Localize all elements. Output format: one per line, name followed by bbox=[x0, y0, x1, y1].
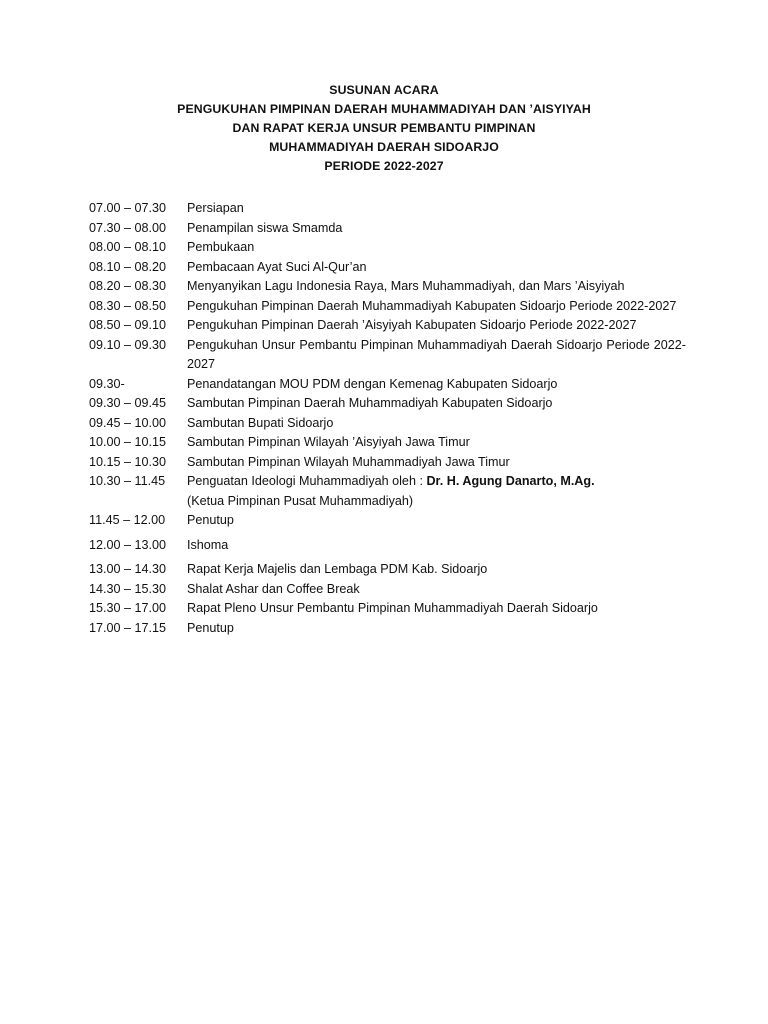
schedule-activity: Rapat Pleno Unsur Pembantu Pimpinan Muhammadiyah Daerah Sidoarjo bbox=[187, 601, 598, 615]
schedule-row bbox=[89, 199, 686, 219]
schedule-time: 14.30 – 15.30 bbox=[89, 581, 167, 596]
schedule-activity: Penutup bbox=[187, 513, 234, 527]
schedule-row bbox=[89, 258, 686, 278]
activity-text: Penguatan Ideologi Muhammadiyah oleh : bbox=[187, 474, 427, 488]
header-title: SUSUNAN ACARA bbox=[329, 83, 439, 97]
schedule-list bbox=[89, 199, 686, 638]
schedule-row bbox=[89, 511, 686, 531]
schedule-activity: Sambutan Pimpinan Wilayah ’Aisyiyah Jawa Timur bbox=[187, 435, 470, 449]
schedule-activity: Rapat Kerja Majelis dan Lembaga PDM Kab. Sidoarjo bbox=[187, 562, 488, 576]
schedule-time: 13.00 – 14.30 bbox=[89, 562, 167, 576]
header-subtitle: MUHAMMADIYAH DAERAH SIDOARJO bbox=[269, 140, 499, 154]
schedule-row bbox=[89, 536, 686, 556]
schedule-row bbox=[89, 277, 686, 297]
schedule-activity: Sambutan Pimpinan Wilayah Muhammadiyah Jawa Timur bbox=[187, 454, 510, 469]
schedule-row bbox=[89, 433, 686, 453]
schedule-time: 08.20 – 08.30 bbox=[89, 279, 167, 293]
schedule-time: 08.00 – 08.10 bbox=[89, 240, 167, 254]
schedule-time: 07.30 – 08.00 bbox=[89, 220, 167, 235]
schedule-row bbox=[89, 238, 686, 258]
schedule-activity: Sambutan Bupati Sidoarjo bbox=[187, 415, 334, 430]
schedule-time: 10.00 – 10.15 bbox=[89, 435, 167, 449]
schedule-activity: Shalat Ashar dan Coffee Break bbox=[187, 581, 360, 596]
schedule-row bbox=[89, 599, 686, 619]
schedule-activity: Sambutan Pimpinan Daerah Muhammadiyah Kabupaten Sidoarjo bbox=[187, 396, 553, 410]
schedule-activity: Pembacaan Ayat Suci Al-Qur’an bbox=[187, 259, 367, 274]
schedule-activity: Ishoma bbox=[187, 537, 229, 552]
schedule-activity: Pengukuhan Unsur Pembantu Pimpinan Muhammadiyah Daerah Sidoarjo Periode 2022-2027 bbox=[187, 337, 686, 371]
schedule-activity: Penampilan siswa Smamda bbox=[187, 220, 343, 235]
schedule-time: 09.10 – 09.30 bbox=[89, 337, 167, 352]
schedule-activity: Penandatangan MOU PDM dengan Kemenag Kabupaten Sidoarjo bbox=[187, 376, 558, 391]
schedule-time: 12.00 – 13.00 bbox=[89, 537, 167, 552]
schedule-activity: Pengukuhan Pimpinan Daerah Muhammadiyah Kabupaten Sidoarjo Periode 2022-2027 bbox=[187, 298, 677, 313]
schedule-time: 10.15 – 10.30 bbox=[89, 454, 167, 469]
schedule-time: 08.30 – 08.50 bbox=[89, 298, 167, 313]
schedule-row bbox=[89, 414, 686, 434]
schedule-row bbox=[89, 619, 686, 639]
schedule-activity: Persiapan bbox=[187, 201, 244, 215]
schedule-time: 10.30 – 11.45 bbox=[89, 474, 166, 488]
header-period: PERIODE 2022-2027 bbox=[324, 159, 444, 173]
schedule-time: 11.45 – 12.00 bbox=[89, 513, 166, 527]
schedule-row bbox=[89, 316, 686, 336]
schedule-activity: Pengukuhan Pimpinan Daerah ’Aisyiyah Kabupaten Sidoarjo Periode 2022-2027 bbox=[187, 318, 637, 332]
schedule-time: 09.30 – 09.45 bbox=[89, 396, 167, 410]
schedule-time: 09.30- bbox=[89, 376, 125, 391]
schedule-row bbox=[89, 336, 686, 375]
schedule-activity: Menyanyikan Lagu Indonesia Raya, Mars Muhammadiyah, dan Mars ’Aisyiyah bbox=[187, 279, 625, 293]
schedule-activity bbox=[187, 472, 686, 511]
schedule-row bbox=[89, 375, 686, 395]
header-subtitle: DAN RAPAT KERJA UNSUR PEMBANTU PIMPINAN bbox=[232, 121, 536, 135]
schedule-row bbox=[89, 297, 686, 317]
schedule-row bbox=[89, 560, 686, 580]
schedule-row bbox=[89, 580, 686, 600]
schedule-activity: Pembukaan bbox=[187, 240, 255, 254]
header-subtitle: PENGUKUHAN PIMPINAN DAERAH MUHAMMADIYAH DAN ’AISYIYAH bbox=[177, 102, 591, 116]
schedule-activity: Penutup bbox=[187, 620, 234, 635]
schedule-time: 17.00 – 17.15 bbox=[89, 620, 167, 635]
document-header bbox=[0, 81, 768, 176]
schedule-time: 07.00 – 07.30 bbox=[89, 201, 167, 215]
speaker-name: Dr. H. Agung Danarto, M.Ag. bbox=[426, 474, 595, 488]
schedule-row bbox=[89, 472, 686, 511]
schedule-row bbox=[89, 453, 686, 473]
schedule-time: 15.30 – 17.00 bbox=[89, 601, 167, 615]
schedule-row bbox=[89, 219, 686, 239]
schedule-time: 08.10 – 08.20 bbox=[89, 259, 167, 274]
schedule-row bbox=[89, 394, 686, 414]
schedule-time: 09.45 – 10.00 bbox=[89, 415, 167, 430]
speaker-title: (Ketua Pimpinan Pusat Muhammadiyah) bbox=[187, 493, 414, 508]
schedule-time: 08.50 – 09.10 bbox=[89, 318, 167, 332]
